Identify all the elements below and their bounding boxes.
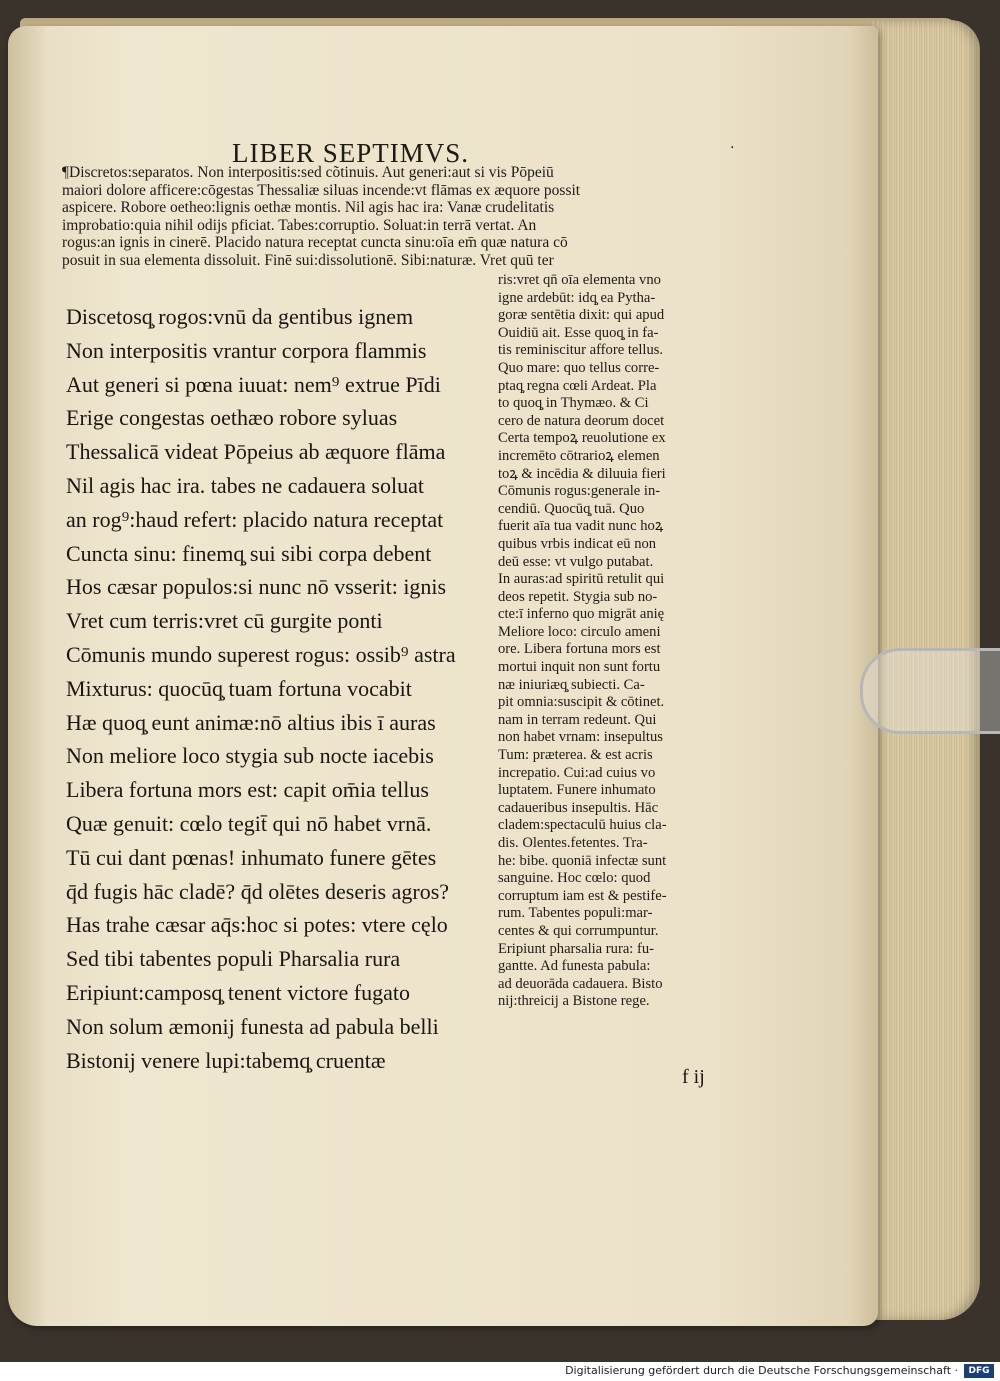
verse-line: Hæ quoq̧ eunt animæ:nō altius ibis ī auras [66,709,436,735]
gloss-line: ris:vret qn̄ oīa elementa vno [498,272,661,288]
gloss-line: toꝝ & incēdia & diluuia fieri [498,465,666,482]
commentary-block [62,164,752,269]
gloss-line: centes & qui corrumpuntur. [498,922,659,939]
running-head: LIBER SEPTIMVS. [232,138,470,168]
gloss-line: corruptum iam est & pestife- [498,887,667,904]
gloss-line: to quoq̧ in Thymæo. & Ci [498,395,649,412]
gloss-line: Certa tempoꝝ reuolutione ex [498,430,666,447]
commentary-line: aspicere. Robore oetheo:lignis oethæ montis. Nil agis hac ira: Vanæ crudelitatis [62,199,555,216]
gloss-line: cte:ī inferno quo migrāt anię [498,606,665,623]
commentary-line: posuit in sua elementa dissoluit. Finē sui:dissolutionē. Sibi:naturæ. Vret quū ter [62,251,554,269]
gloss-line: luptatem. Funere inhumato [498,782,656,799]
verse-line: Hos cæsar populos:si nunc nō vsserit: ignis [66,574,447,600]
gloss-line: nij:threicij a Bistone rege. [498,993,650,1010]
folio-mark: · [730,140,735,156]
verse-line: Mixturus: quocūq̧ tuam fortuna vocabit [66,675,412,701]
gloss-line: Quo mare: quo tellus corre- [498,359,660,376]
gloss-line: ore. Libera fortuna mors est [498,641,661,658]
gloss-line: cladem:spectaculū huius cla- [498,817,667,834]
gloss-line: increpatio. Cui:ad cuius vo [498,764,656,781]
gloss-line: sanguine. Hoc cœlo: quod [498,870,651,887]
verse-line: Erige congestas oethæo robore syluas [66,405,398,431]
gloss-line: goræ sentētia dixit: qui apud [498,307,665,324]
verse-line: Non interpositis vrantur corpora flammis [66,337,427,363]
gloss-line: incremēto cōtrarioꝝ elemen [498,447,660,464]
verse-line: Aut generi si pœna iuuat: nem⁹ extrue Pīdi [66,371,441,397]
gloss-line: In auras:ad spiritū retulit qui [498,571,665,588]
verse-line: Eripiunt:camposq̧ tenent victore fugato [66,979,410,1005]
verse-line: Cōmunis mundo superest rogus: ossib⁹ astra [66,641,456,667]
verse-line: Quæ genuit: cœlo tegit̄ qui nō habet vrnā. [66,810,432,836]
gloss-line: he: bibe. quoniā infectæ sunt [498,852,667,869]
gloss-line: tis reminiscitur affore tellus. [498,342,664,359]
verse-line: Has trahe cæsar aq̄s:hoc si potes: vtere cęlo [66,912,448,938]
gloss-line: rum. Tabentes populi:mar- [498,905,653,922]
gloss-column [498,272,760,1011]
gloss-line: Tum: præterea. & est acris [498,747,653,764]
verse-line: Discetosq̧ rogos:vnū da gentibus ignem [66,304,414,329]
gloss-line: næ iniuriæq̧ subiecti. Ca- [498,676,645,693]
gloss-line: mortui inquit non sunt fortu [498,659,661,676]
commentary-line: rogus:an ignis in cinerē. Placido natura receptat cuncta sinu:oīa em̄ quæ natura cō [62,234,568,251]
gloss-line: ptaq̧ regna cœli Ardeat. Pla [498,377,657,394]
gloss-line: dis. Olentes.fetentes. Tra- [498,835,648,851]
verse-line: Vret cum terris:vret cū gurgite ponti [66,608,383,634]
verse-line: an rog⁹:haud refert: placido natura receptat [66,506,444,532]
funding-credit: Digitalisierung gefördert durch die Deutsche Forschungsgemeinschaft · [565,1364,958,1377]
commentary-line: ¶Discretos:separatos. Non interpositis:sed cõtinuis. Aut generi:aut si vis Pōpeiū [62,164,554,181]
gloss-line: Meliore loco: circulo ameni [498,623,661,640]
verse-line: Sed tibi tabentes populi Pharsalia rura [66,946,401,972]
verse-line: q̄d fugis hāc cladē? q̄d olētes deseris agros? [66,878,450,904]
gloss-line: cadaueribus insepultis. Hāc [498,799,659,816]
gloss-line: pit omnia:suscipit & cōtinet. [498,694,665,711]
gloss-line: Ouidiū ait. Esse quoq̧ in fa- [498,324,659,341]
gloss-line: ad deuorāda cadauera. Bisto [498,975,663,992]
signature-mark: f ij [682,1066,705,1088]
gloss-line: fuerit aīa tua vadit nunc hoꝝ [498,518,664,535]
gloss-line: igne ardebūt: idq̧ ea Pytha- [498,289,656,306]
gloss-line: quibus vrbis indicat eū non [498,535,657,552]
verse-line: Non meliore loco stygia sub nocte iacebis [66,743,434,769]
gloss-line: non habet vrnam: insepultus [498,729,663,746]
dfg-logo: DFG [964,1364,994,1378]
verse-line: Tū cui dant pœnas! inhumato funere gētes [66,844,437,870]
verse-line: Libera fortuna mors est: capit om̄ia tellus [66,777,429,803]
verse-line: Cuncta sinu: finemq̧ sui sibi corpa debent [66,540,432,566]
verse-line: Non solum æmonij funesta ad pabula belli [66,1013,439,1039]
gloss-line: gantte. Ad funesta pabula: [498,958,651,975]
verse-line: Nil agis hac ira. tabes ne cadauera soluat [66,472,424,498]
verse-line: Thessalicā videat Pōpeius ab æquore flāma [66,439,446,465]
gloss-line: Eripiunt pharsalia rura: fu- [498,940,655,957]
gloss-line: cendiū. Quocūq̧ tuā. Quo [498,500,645,517]
commentary-line: maiori dolore afficere:cōgestas Thessaliæ siluas incende:vt flāmas ex æquore possit [62,181,581,199]
gloss-line: nam in terram redeunt. Qui [498,711,657,728]
commentary-line: improbatio:quia nihil odijs pficiat. Tabes:corruptio. Soluat:in terrā vertat. An [62,216,537,234]
gloss-line: cero de natura deorum docet [498,412,665,429]
footer-bar [0,1362,1000,1381]
verse-line: Bistonij venere lupi:tabemq̧ cruentæ [66,1047,386,1073]
gloss-line: deos repetit. Stygia sub no- [498,588,658,605]
verse-block [66,300,506,1077]
gloss-line: deū esse: vt vulgo putabat. [498,553,654,570]
page-clip [860,648,1000,734]
gloss-line: Cōmunis rogus:generale in- [498,483,661,500]
